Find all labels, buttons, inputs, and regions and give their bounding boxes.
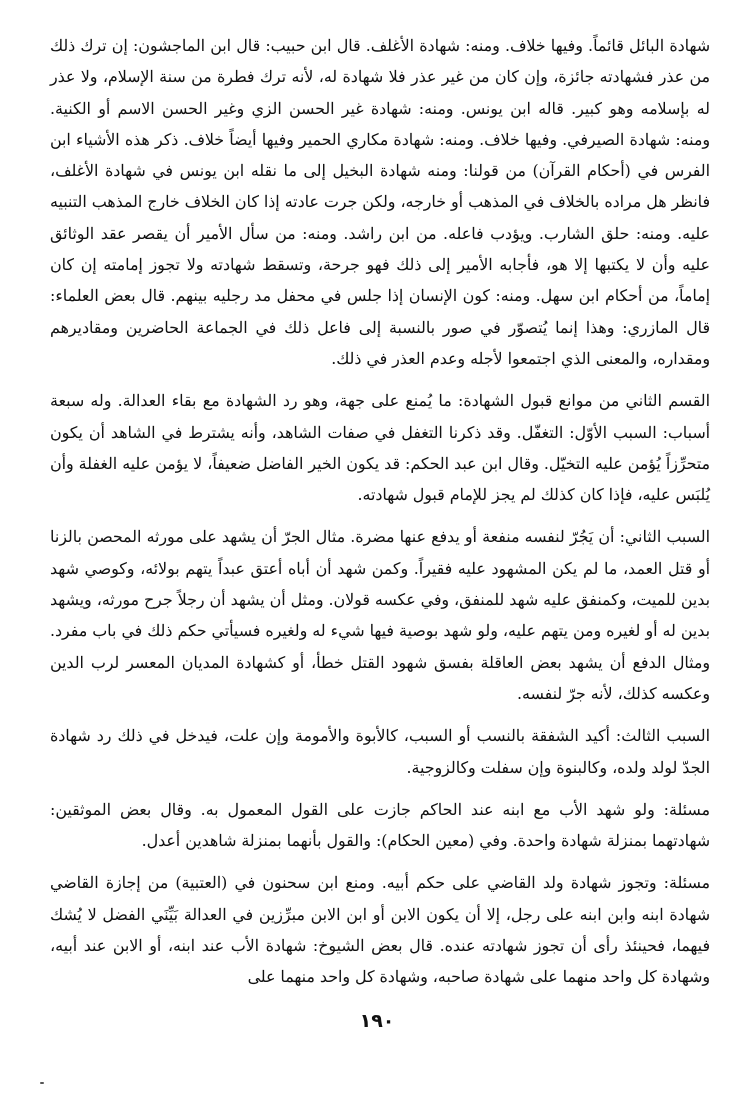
paragraph xyxy=(50,794,710,857)
paragraph-text: شهادة البائل قائماً. وفيها خلاف. ومنه: شهادة الأغلف. قال ابن حبيب: قال ابن الماجشون: إن ترك ذلك من عذر فشهادته جائزة، وإن كان من غير عذر فلا شهادة له، لأنه ترك فطرة من سنة الإسلام، ولا عذر له بإسلامه وهو كبير. قاله ابن يونس. ومنه: شهادة غير الحسن الزي وغير الحسن الاسم أو الكنية. ومنه: شهادة الصيرفي. وفيها خلاف. ومنه: شهادة مكاري الحمير وفيها أيضاً خلاف. ذكر هذه الأشياء ابن الفرس في (أحكام القرآن) من قولنا: ومنه شهادة البخيل إلى ما نقله ابن يونس في شهادة الأغلف، فانظر هل مراده بالخلاف في المذهب أو خارجه، ولكن جرت عادته إذا كان الخلاف خارج المذهب التنبيه عليه. ومنه: حلق الشارب. ويؤدب فاعله. من ابن راشد. ومنه: من سأل الأمير أن يقصر عقد الوثائق عليه وأن لا يكتبها إلا هو، فأجابه الأمير إلى ذلك فهو جرحة، وتسقط شهادته ولا تجوز إمامته إن كان إماماً، من أحكام ابن سهل. ومنه: كون الإنسان إذا جلس في محفل مد رجليه بينهم. قال بعض العلماء: قال المازري: وهذا إنما يُتصوّر في صور بالنسبة إلى فاعل ذلك في الجماعة الحاضرين ومقاديرهم ومقداره، والمعنى الذي اجتمعوا لأجله وعدم العذر في ذلك. xyxy=(50,36,710,368)
paragraph-text: مسئلة: ولو شهد الأب مع ابنه عند الحاكم جازت على القول المعمول به. وقال بعض الموثقين: شهادتهما بمنزلة شهادة واحدة. وفي (معين الحكام): والقول بأنهما بمنزلة شاهدين أعدل. xyxy=(50,799,710,851)
paragraph xyxy=(50,385,710,510)
paragraph xyxy=(50,30,710,374)
paragraph xyxy=(50,867,710,992)
paragraph-text: القسم الثاني من موانع قبول الشهادة: ما يُمنع على جهة، وهو رد الشهادة مع بقاء العدالة. وله سبعة أسباب: السبب الأوّل: التغفّل. وقد ذكرنا التغفل في صفات الشاهد، وأنه يشترط في الشاهد أن يكون متحرِّزاً يُؤمن عليه التخيّل. وقال ابن عبد الحكم: قد يكون الخير الفاضل ضعيفاً، لا يؤمن عليه الغفلة وأن يُلبَس عليه، فإذا كان كذلك لم يجز للإمام قبول شهادته. xyxy=(50,391,710,505)
book-page-body xyxy=(50,30,710,1004)
paragraph-text: السبب الثالث: أكيد الشفقة بالنسب أو السبب، كالأبوة والأمومة وإن علت، فيدخل في ذلك رد شهادة الجدّ لولد ولده، وكالبنوة وإن سفلت وكالزوجية. xyxy=(50,726,710,777)
scan-speck xyxy=(40,1082,44,1084)
paragraph xyxy=(50,720,710,783)
paragraph xyxy=(50,521,710,709)
page-number: ١٩٠ xyxy=(359,1010,395,1032)
paragraph-text: السبب الثاني: أن يَجُرّ لنفسه منفعة أو يدفع عنها مضرة. مثال الجرّ أن يشهد على مورثه المحصن بالزنا أو قتل العمد، ما لم يكن المشهود عليه فقيراً. وكمن شهد أن أباه أعتق عبداً يتهم بولائه، وكوصي شهد بدين للميت، وكمنفق عليه شهد للمنفق، وفي عكسه قولان. ومثل أن يشهد أن رجلاً جرح مورثه، ويشهد بدين له أو لغيره ومن يتهم عليه، ولو شهد بوصية فيها شيء له ولغيره فسيأتي حكم ذلك في باب مفرد. ومثال الدفع أن يشهد بعض العاقلة بفسق شهود القتل خطأ، أو كشهادة المديان المعسر لرب الدين وعكسه كذلك، لأنه جرّ لنفسه. xyxy=(50,527,710,703)
paragraph-text: مسئلة: وتجوز شهادة ولد القاضي على حكم أبيه. ومنع ابن سحنون في (العتبية) من إجازة القاضي شهادة ابنه وابن ابنه على رجل، إلا أن يكون الابن أو ابن الابن مبرِّزين في العدالة بَيِّنَي الفضل لا يُشك فيهما، فحينئذ رأى أن تجوز شهادته عنده. قال بعض الشيوخ: شهادة الأب عند ابنه، أو الابن عند أبيه، وشهادة كل واحد منهما على شهادة صاحبه، وشهادة كل واحد منهما على xyxy=(50,873,710,987)
